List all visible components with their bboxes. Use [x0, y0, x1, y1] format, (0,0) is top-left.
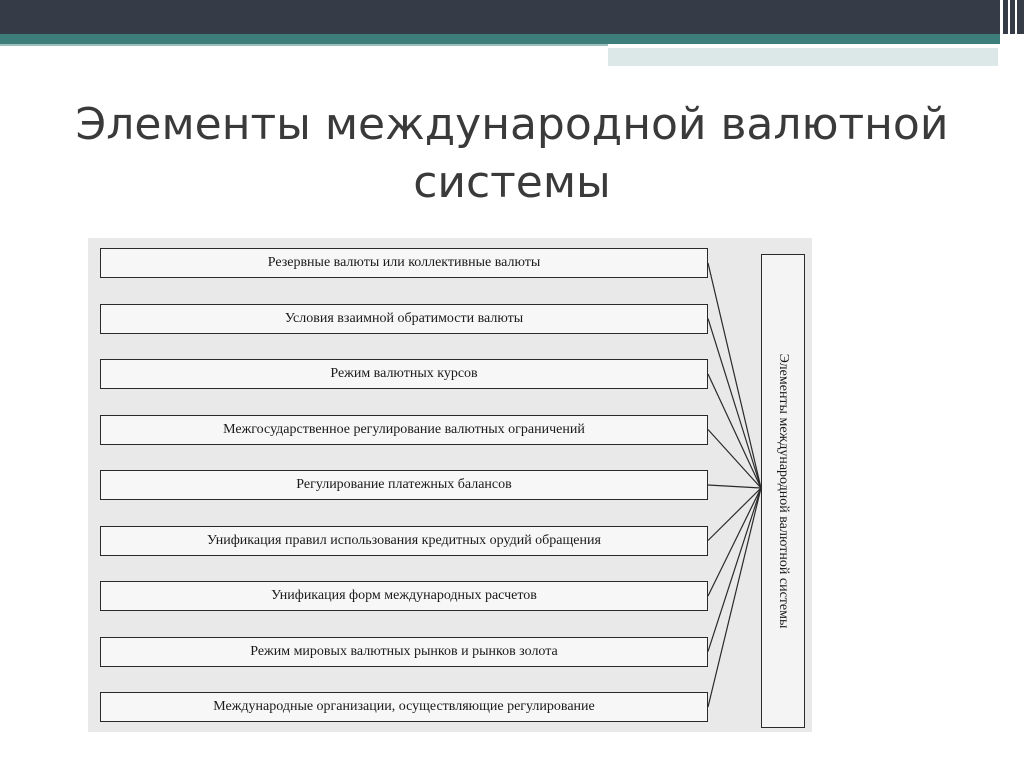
element-box [100, 692, 708, 722]
header-light-band [608, 48, 998, 66]
header-stripe [1008, 0, 1010, 66]
element-label: Межгосударственное регулирование валютных ограничений [223, 421, 585, 437]
element-box [100, 415, 708, 445]
connector-line [708, 485, 761, 488]
element-box [100, 359, 708, 389]
connector-line [708, 263, 761, 488]
element-box [100, 637, 708, 667]
header-dark-band [0, 0, 1024, 34]
slide-title-line: Элементы международной валютной [75, 99, 949, 150]
connector-line [708, 488, 761, 652]
element-label: Условия взаимной обратимости валюты [284, 310, 524, 326]
header-stripe [1015, 0, 1017, 66]
element-label: Унификация форм международных расчетов [271, 588, 537, 603]
system-box [761, 254, 805, 728]
element-label: Международные организации, осуществляющие регулирование [213, 699, 595, 714]
diagram-scan [88, 238, 812, 732]
header-accent-line [0, 44, 608, 46]
element-label: Резервные валюты или коллективные валюты [267, 255, 541, 270]
header-teal-band [0, 34, 1000, 44]
connector-line [708, 430, 761, 489]
element-label: Регулирование платежных балансов [296, 477, 512, 492]
element-label: Унификация правил использования кредитных орудий обращения [207, 532, 601, 548]
slide-title [0, 96, 1024, 212]
element-box [100, 526, 708, 556]
element-label: Режим мировых валютных рынков и рынков золота [250, 643, 558, 659]
header-stripe [1000, 0, 1003, 66]
connector-line [708, 488, 761, 596]
system-label: Элементы международной валютной системы [776, 353, 791, 629]
connector-line [708, 319, 761, 489]
slide-title-line: системы [413, 157, 611, 208]
element-label: Режим валютных курсов [330, 366, 478, 381]
connector-line [708, 488, 761, 707]
element-box [100, 304, 708, 334]
element-box [100, 470, 708, 500]
element-box [100, 248, 708, 278]
connector-line [708, 374, 761, 488]
element-box [100, 581, 708, 611]
